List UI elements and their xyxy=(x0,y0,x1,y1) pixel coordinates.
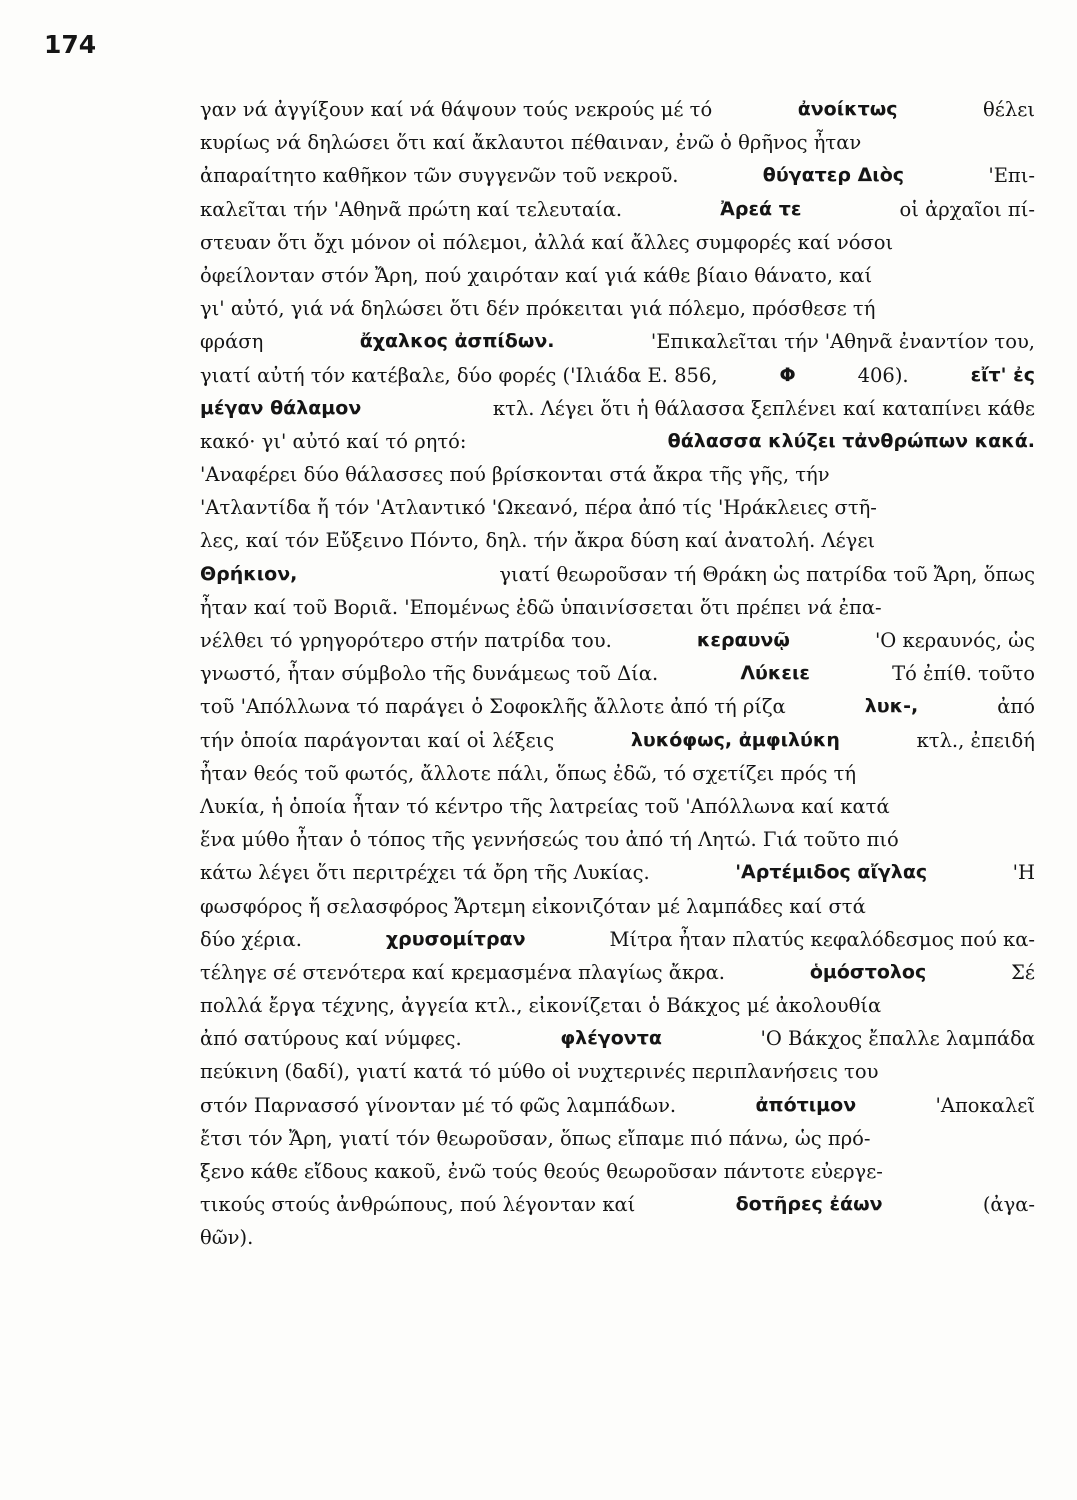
text-run: γι' αὐτό, γιά νά δηλώσει ὅτι δέν πρόκειται γιά πόλεμο, πρόσθεσε τή xyxy=(200,297,876,321)
bold-term: εἴτ' ἐς xyxy=(970,363,1035,386)
bold-term: θύγατερ Διὸς xyxy=(762,164,905,187)
text-run: νέλθει τό γρηγορότερο στήν πατρίδα του. xyxy=(200,629,612,652)
text-run: Λυκία, ἡ ὁποία ἦταν τό κέντρο τῆς λατρείας τοῦ 'Απόλλωνα καί κατά xyxy=(200,794,890,818)
text-line xyxy=(200,989,1035,1022)
text-run: καλεῖται τήν 'Αθηνᾶ πρώτη καί τελευταία. xyxy=(200,197,623,221)
text-run: ἀπό xyxy=(997,695,1035,719)
text-line xyxy=(200,1221,1035,1254)
bold-term: Φ xyxy=(779,363,796,386)
text-run: Μίτρα ἦταν πλατύς κεφαλόδεσμος πού κα- xyxy=(609,927,1035,951)
text-line xyxy=(200,757,1035,790)
text-line xyxy=(200,359,1035,392)
text-line xyxy=(200,1022,1035,1055)
text-run: ἀπαραίτητο καθῆκον τῶν συγγενῶν τοῦ νεκροῦ. xyxy=(200,164,679,188)
text-line xyxy=(200,657,1035,690)
text-run: ξενο κάθε εἴδους κακοῦ, ἐνῶ τούς θεούς θεωροῦσαν πάντοτε εὐεργε- xyxy=(200,1160,883,1183)
text-line xyxy=(200,491,1035,524)
text-run: οἱ ἀρχαῖοι πί- xyxy=(899,197,1035,221)
commentary-text xyxy=(200,93,1035,1255)
text-line xyxy=(200,890,1035,923)
text-run: ἕνα μύθο ἦταν ὁ τόπος τῆς γεννήσεώς του ἀπό τή Λητώ. Γιά τοῦτο πιό xyxy=(200,828,899,852)
text-run: (ἀγα- xyxy=(982,1193,1035,1217)
text-run: ἦταν θεός τοῦ φωτός, ἄλλοτε πάλι, ὅπως ἐδῶ, τό σχετίζει πρός τή xyxy=(200,761,857,785)
bold-term: ἀνοίκτως xyxy=(797,98,898,120)
text-line xyxy=(200,790,1035,823)
text-run: γιατί αὐτή τόν κατέβαλε, δύο φορές ('Ιλιάδα Ε. 856, xyxy=(200,363,718,387)
bold-term: δοτῆρες ἐάων xyxy=(735,1193,883,1216)
text-run: φωσφόρος ἤ σελασφόρος Ἄρτεμη εἰκονιζόταν μέ λαμπάδες καί στά xyxy=(200,894,866,918)
text-line xyxy=(200,226,1035,259)
bold-term: θάλασσα κλύζει τἀνθρώπων κακά. xyxy=(667,429,1035,452)
text-line xyxy=(200,558,1035,591)
text-line xyxy=(200,458,1035,491)
bold-term: λυκ-, xyxy=(864,695,919,718)
text-run: κυρίως νά δηλώσει ὅτι καί ἄκλαυτοι πέθαιναν, ἐνῶ ὁ θρῆνος ἦταν xyxy=(200,131,862,155)
text-line xyxy=(200,1089,1035,1122)
text-line xyxy=(200,126,1035,159)
bold-term: κεραυνῷ xyxy=(696,629,790,651)
text-run: λες, καί τόν Εὔξεινο Πόντο, δηλ. τήν ἄκρα δύση καί ἀνατολή. Λέγει xyxy=(200,529,876,553)
text-run: ἦταν καί τοῦ Βοριᾶ. 'Επομένως ἐδῶ ὑπαινίσσεται ὅτι πρέπει νά ἐπα- xyxy=(200,595,882,619)
text-run: 'Επι- xyxy=(988,164,1035,188)
text-run: ὀφείλονταν στόν Ἄρη, πού χαιρόταν καί γιά κάθε βίαιο θάνατο, καί xyxy=(200,263,873,287)
text-run: 'Αποκαλεῖ xyxy=(935,1093,1035,1117)
text-line xyxy=(200,392,1035,425)
text-line xyxy=(200,724,1035,757)
text-line xyxy=(200,93,1035,126)
text-run: κτλ. Λέγει ὅτι ἡ θάλασσα ξεπλένει καί καταπίνει κάθε xyxy=(492,396,1035,420)
text-run: θέλει xyxy=(983,98,1035,121)
text-line xyxy=(200,1055,1035,1088)
text-run: γνωστό, ἦταν σύμβολο τῆς δυνάμεως τοῦ Δία. xyxy=(200,662,659,686)
text-run: 'Ο Βάκχος ἔπαλλε λαμπάδα xyxy=(760,1027,1035,1051)
text-line xyxy=(200,823,1035,856)
text-line xyxy=(200,624,1035,657)
text-run: 'Ο κεραυνός, ὡς xyxy=(874,629,1035,652)
text-line xyxy=(200,425,1035,458)
text-line xyxy=(200,259,1035,292)
text-line xyxy=(200,1155,1035,1188)
text-run: δύο χέρια. xyxy=(200,927,302,951)
text-run: 406). xyxy=(857,363,909,387)
text-line xyxy=(200,524,1035,557)
bold-term: φλέγοντα xyxy=(560,1027,662,1050)
text-run: 'Η xyxy=(1012,861,1035,885)
text-run: θῶν). xyxy=(200,1226,254,1250)
text-line xyxy=(200,956,1035,989)
text-run: στόν Παρνασσό γίνονταν μέ τό φῶς λαμπάδων. xyxy=(200,1093,677,1117)
text-run: ἔτσι τόν Ἄρη, γιατί τόν θεωροῦσαν, ὅπως εἴπαμε πιό πάνω, ὡς πρό- xyxy=(200,1126,871,1150)
text-line xyxy=(200,193,1035,226)
text-run: τικούς στούς ἀνθρώπους, πού λέγονταν καί xyxy=(200,1193,636,1217)
text-run: Σέ xyxy=(1011,960,1035,984)
bold-term: Θρήκιον, xyxy=(200,562,298,585)
text-line xyxy=(200,1122,1035,1155)
text-line xyxy=(200,159,1035,192)
bold-term: ὁμόστολος xyxy=(809,960,927,983)
bold-term: χρυσομίτραν xyxy=(385,927,526,950)
text-run: 'Ατλαντίδα ἤ τόν 'Ατλαντικό 'Ωκεανό, πέρα ἀπό τίς 'Ηράκλειες στῆ- xyxy=(200,496,877,520)
bold-term: Ἀρεά τε xyxy=(720,197,802,220)
text-line xyxy=(200,923,1035,956)
text-run: 'Επικαλεῖται τήν 'Αθηνᾶ ἐναντίον του, xyxy=(650,330,1035,354)
text-run: ἀπό σατύρους καί νύμφες. xyxy=(200,1027,462,1051)
page-number: 174 xyxy=(44,30,97,59)
text-run: κακό· γι' αὐτό καί τό ρητό: xyxy=(200,429,467,453)
bold-term: ἀπότιμον xyxy=(755,1093,857,1116)
text-line xyxy=(200,1188,1035,1221)
text-run: πεύκινη (δαδί), γιατί κατά τό μύθο οἱ νυχτερινές περιπλανήσεις του xyxy=(200,1060,879,1084)
bold-term: Λύκειε xyxy=(740,662,810,685)
bold-term: ἄχαλκος ἀσπίδων. xyxy=(359,330,555,353)
text-run: τοῦ 'Απόλλωνα τό παράγει ὁ Σοφοκλῆς ἄλλοτε ἀπό τή ρίζα xyxy=(200,695,786,719)
text-run: τέληγε σέ στενότερα καί κρεμασμένα πλαγίως ἄκρα. xyxy=(200,960,725,984)
text-run: πολλά ἔργα τέχνης, ἀγγεία κτλ., εἰκονίζεται ὁ Βάκχος μέ ἀκολουθία xyxy=(200,994,882,1018)
text-run: τήν ὁποία παράγονται καί οἱ λέξεις xyxy=(200,728,555,752)
text-line xyxy=(200,856,1035,889)
bold-term: μέγαν θάλαμον xyxy=(200,396,362,419)
text-run: φράση xyxy=(200,330,264,354)
text-run: γαν νά ἀγγίξουν καί νά θάψουν τούς νεκρούς μέ τό xyxy=(200,98,713,121)
text-run: κάτω λέγει ὅτι περιτρέχει τά ὄρη τῆς Λυκίας. xyxy=(200,861,650,885)
text-line xyxy=(200,325,1035,358)
text-run: 'Αναφέρει δύο θάλασσες πού βρίσκονται στά ἄκρα τῆς γῆς, τήν xyxy=(200,463,830,487)
text-run: στευαν ὅτι ὄχι μόνον οἱ πόλεμοι, ἀλλά καί ἄλλες συμφορές καί νόσοι xyxy=(200,230,894,254)
text-line xyxy=(200,292,1035,325)
text-line xyxy=(200,690,1035,723)
text-line xyxy=(200,591,1035,624)
bold-term: 'Αρτέμιδος αἴγλας xyxy=(735,861,928,884)
text-run: γιατί θεωροῦσαν τή Θράκη ὡς πατρίδα τοῦ Ἄρη, ὅπως xyxy=(499,562,1035,586)
text-run: Τό ἐπίθ. τοῦτο xyxy=(892,662,1035,686)
bold-term: λυκόφως, ἀμφιλύκη xyxy=(630,728,840,751)
text-run: κτλ., ἐπειδή xyxy=(916,728,1035,752)
